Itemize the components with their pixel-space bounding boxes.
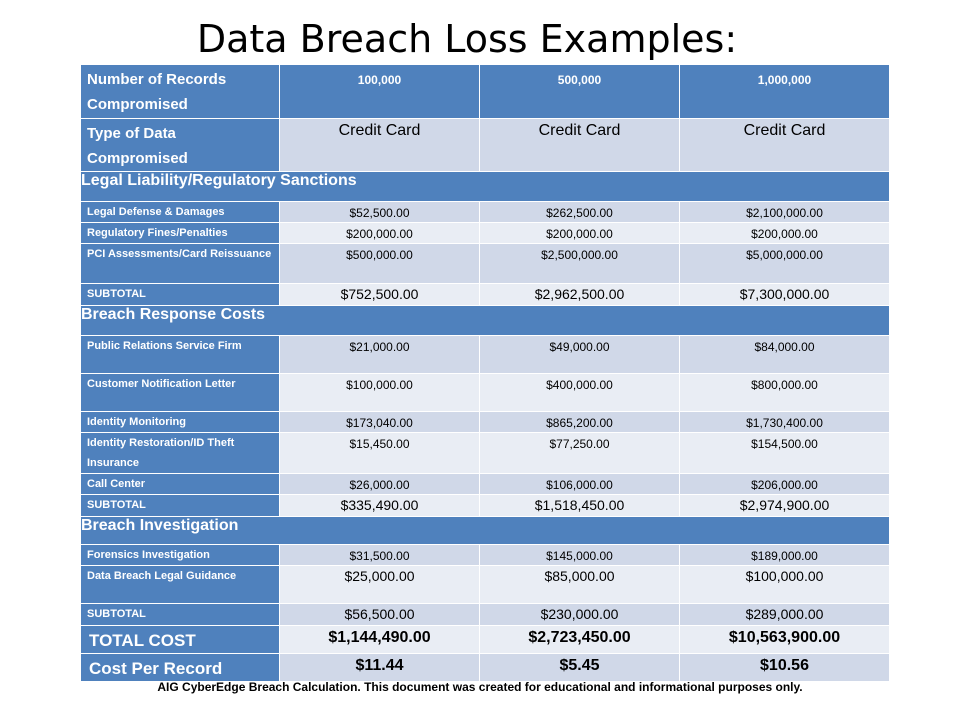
row-value: $49,000.00	[480, 336, 680, 374]
data-type-row	[81, 119, 890, 172]
row-value: $25,000.00	[280, 566, 480, 604]
total-cost-value: $1,144,490.00	[280, 626, 480, 654]
subtotal-value: $1,518,450.00	[480, 495, 680, 517]
table-row	[81, 223, 890, 244]
cost-per-record-label: Cost Per Record	[81, 654, 280, 682]
row-value: $52,500.00	[280, 202, 480, 223]
row-label: PCI Assessments/Card Reissuance	[81, 244, 280, 284]
row-value: $200,000.00	[680, 223, 890, 244]
data-type-value: Credit Card	[680, 119, 890, 172]
table-row	[81, 433, 890, 474]
section-title: Legal Liability/Regulatory Sanctions	[81, 172, 890, 202]
table-row	[81, 336, 890, 374]
section-header	[81, 517, 890, 545]
subtotal-row	[81, 604, 890, 626]
subtotal-value: $2,974,900.00	[680, 495, 890, 517]
subtotal-label: SUBTOTAL	[81, 604, 280, 626]
row-label: Call Center	[81, 474, 280, 495]
table-row	[81, 545, 890, 566]
row-value: $865,200.00	[480, 412, 680, 433]
subtotal-value: $752,500.00	[280, 284, 480, 306]
row-value: $2,500,000.00	[480, 244, 680, 284]
row-value: $206,000.00	[680, 474, 890, 495]
row-value: $154,500.00	[680, 433, 890, 474]
data-type-value: Credit Card	[280, 119, 480, 172]
subtotal-row	[81, 284, 890, 306]
total-cost-value: $10,563,900.00	[680, 626, 890, 654]
row-value: $400,000.00	[480, 374, 680, 412]
row-value: $31,500.00	[280, 545, 480, 566]
loss-table	[80, 64, 890, 682]
row-label: Identity Restoration/ID Theft Insurance	[81, 433, 280, 474]
table-row	[81, 566, 890, 604]
total-cost-row	[81, 626, 890, 654]
table-row	[81, 474, 890, 495]
subtotal-row	[81, 495, 890, 517]
cost-per-record-value: $5.45	[480, 654, 680, 682]
row-value: $100,000.00	[680, 566, 890, 604]
subtotal-value: $230,000.00	[480, 604, 680, 626]
data-type-label: Type of Data Compromised	[81, 119, 280, 172]
subtotal-label: SUBTOTAL	[81, 284, 280, 306]
row-label: Regulatory Fines/Penalties	[81, 223, 280, 244]
row-label: Identity Monitoring	[81, 412, 280, 433]
section-header	[81, 306, 890, 336]
subtotal-value: $335,490.00	[280, 495, 480, 517]
footer-note: AIG CyberEdge Breach Calculation. This document was created for educational and informational purposes only.	[157, 680, 803, 694]
row-label: Legal Defense & Damages	[81, 202, 280, 223]
total-cost-label: TOTAL COST	[81, 626, 280, 654]
data-type-value: Credit Card	[480, 119, 680, 172]
page-title: Data Breach Loss Examples:	[196, 17, 738, 61]
records-header-row	[81, 65, 890, 119]
table-row	[81, 244, 890, 284]
row-label: Forensics Investigation	[81, 545, 280, 566]
section-title: Breach Response Costs	[81, 306, 890, 336]
row-value: $173,040.00	[280, 412, 480, 433]
row-value: $500,000.00	[280, 244, 480, 284]
row-value: $200,000.00	[480, 223, 680, 244]
row-value: $85,000.00	[480, 566, 680, 604]
row-label: Public Relations Service Firm	[81, 336, 280, 374]
records-header-value: 500,000	[480, 65, 680, 119]
row-value: $1,730,400.00	[680, 412, 890, 433]
section-header	[81, 172, 890, 202]
cost-per-record-value: $10.56	[680, 654, 890, 682]
table-row	[81, 374, 890, 412]
row-value: $800,000.00	[680, 374, 890, 412]
row-value: $189,000.00	[680, 545, 890, 566]
subtotal-value: $7,300,000.00	[680, 284, 890, 306]
table-row	[81, 202, 890, 223]
cost-per-record-row	[81, 654, 890, 682]
table-row	[81, 412, 890, 433]
section-title: Breach Investigation	[81, 517, 890, 545]
records-header-label: Number of Records Compromised	[81, 65, 280, 119]
row-label: Customer Notification Letter	[81, 374, 280, 412]
row-value: $21,000.00	[280, 336, 480, 374]
total-cost-value: $2,723,450.00	[480, 626, 680, 654]
row-value: $2,100,000.00	[680, 202, 890, 223]
row-value: $106,000.00	[480, 474, 680, 495]
row-value: $5,000,000.00	[680, 244, 890, 284]
subtotal-value: $2,962,500.00	[480, 284, 680, 306]
row-value: $77,250.00	[480, 433, 680, 474]
subtotal-label: SUBTOTAL	[81, 495, 280, 517]
subtotal-value: $56,500.00	[280, 604, 480, 626]
row-value: $262,500.00	[480, 202, 680, 223]
row-value: $84,000.00	[680, 336, 890, 374]
cost-per-record-value: $11.44	[280, 654, 480, 682]
row-label: Data Breach Legal Guidance	[81, 566, 280, 604]
records-header-value: 1,000,000	[680, 65, 890, 119]
row-value: $15,450.00	[280, 433, 480, 474]
subtotal-value: $289,000.00	[680, 604, 890, 626]
row-value: $145,000.00	[480, 545, 680, 566]
row-value: $200,000.00	[280, 223, 480, 244]
row-value: $100,000.00	[280, 374, 480, 412]
row-value: $26,000.00	[280, 474, 480, 495]
records-header-value: 100,000	[280, 65, 480, 119]
